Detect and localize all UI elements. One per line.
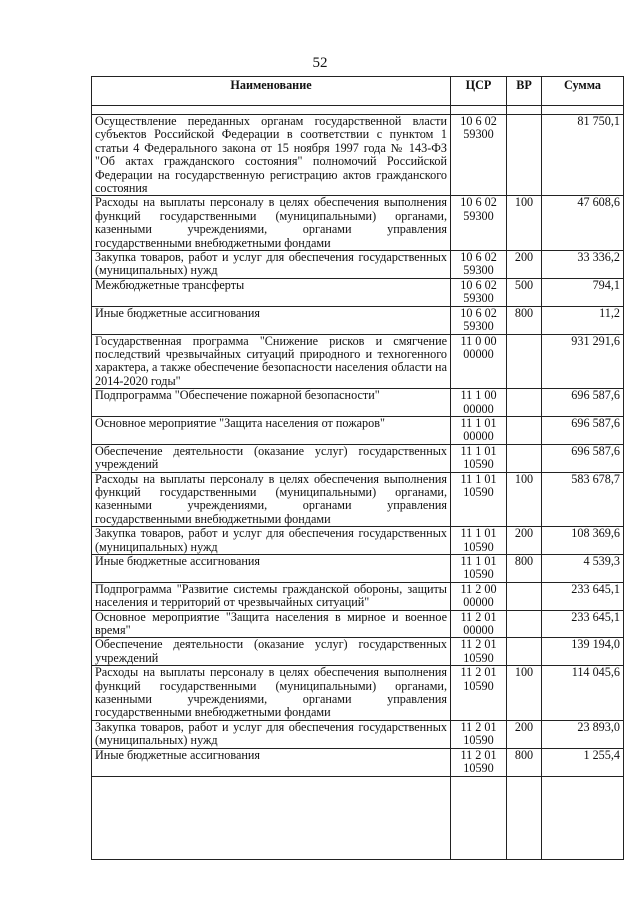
table-row xyxy=(92,444,624,472)
csr-cell: 11 1 01 10590 xyxy=(451,472,507,527)
table-row xyxy=(92,196,624,251)
table-row xyxy=(92,416,624,444)
sum-cell: 108 369,6 xyxy=(542,527,624,555)
table-row xyxy=(92,748,624,776)
vr-cell xyxy=(507,582,542,610)
budget-table xyxy=(91,76,624,860)
vr-cell: 100 xyxy=(507,666,542,721)
vr-cell xyxy=(507,444,542,472)
column-header-name: Наименование xyxy=(92,77,451,106)
name-cell: Закупка товаров, работ и услуг для обеспечения государственных (муниципальных) нужд xyxy=(92,527,451,555)
table-header-row xyxy=(92,77,624,106)
sum-cell: 23 893,0 xyxy=(542,720,624,748)
sum-cell: 114 045,6 xyxy=(542,666,624,721)
vr-cell: 200 xyxy=(507,527,542,555)
table-row xyxy=(92,389,624,417)
table-row xyxy=(92,115,624,196)
table-row xyxy=(92,278,624,306)
sum-cell: 794,1 xyxy=(542,278,624,306)
csr-cell: 11 1 00 00000 xyxy=(451,389,507,417)
vr-cell xyxy=(507,115,542,196)
column-header-sum: Сумма xyxy=(542,77,624,106)
page-number: 52 xyxy=(312,55,328,71)
sum-cell: 33 336,2 xyxy=(542,251,624,279)
table-row xyxy=(92,334,624,389)
table-body xyxy=(92,106,624,860)
name-cell: Обеспечение деятельности (оказание услуг) государственных учреждений xyxy=(92,444,451,472)
sum-cell: 11,2 xyxy=(542,306,624,334)
csr-cell: 11 2 00 00000 xyxy=(451,582,507,610)
sum-cell: 47 608,6 xyxy=(542,196,624,251)
name-cell: Расходы на выплаты персоналу в целях обеспечения выполнения функций государственными (муниципальными) органами, казенными учреждениями, органами управления государственными внебюджетными фондами xyxy=(92,472,451,527)
vr-cell: 800 xyxy=(507,748,542,776)
name-cell: Обеспечение деятельности (оказание услуг) государственных учреждений xyxy=(92,638,451,666)
vr-cell: 800 xyxy=(507,555,542,583)
table-row xyxy=(92,555,624,583)
sum-cell: 696 587,6 xyxy=(542,389,624,417)
csr-cell: 10 6 02 59300 xyxy=(451,196,507,251)
vr-cell xyxy=(507,638,542,666)
column-header-csr: ЦСР xyxy=(451,77,507,106)
csr-cell: 11 1 01 10590 xyxy=(451,527,507,555)
table-row xyxy=(92,251,624,279)
empty-cell xyxy=(451,776,507,859)
empty-row xyxy=(92,776,624,859)
csr-cell: 11 2 01 10590 xyxy=(451,666,507,721)
empty-cell xyxy=(507,776,542,859)
csr-cell: 11 2 01 00000 xyxy=(451,610,507,638)
csr-cell: 11 1 01 10590 xyxy=(451,444,507,472)
csr-cell: 11 1 01 10590 xyxy=(451,555,507,583)
sum-cell: 696 587,6 xyxy=(542,416,624,444)
vr-cell xyxy=(507,389,542,417)
vr-cell: 200 xyxy=(507,251,542,279)
name-cell: Межбюджетные трансферты xyxy=(92,278,451,306)
name-cell: Закупка товаров, работ и услуг для обеспечения государственных (муниципальных) нужд xyxy=(92,251,451,279)
sum-cell: 81 750,1 xyxy=(542,115,624,196)
table-row xyxy=(92,306,624,334)
sum-cell: 1 255,4 xyxy=(542,748,624,776)
csr-cell: 11 2 01 10590 xyxy=(451,638,507,666)
name-cell: Подпрограмма "Развитие системы гражданской обороны, защиты населения и территорий от чрезвычайных ситуаций" xyxy=(92,582,451,610)
csr-cell: 10 6 02 59300 xyxy=(451,306,507,334)
sum-cell: 139 194,0 xyxy=(542,638,624,666)
csr-cell: 11 2 01 10590 xyxy=(451,748,507,776)
table-row xyxy=(92,527,624,555)
csr-cell: 10 6 02 59300 xyxy=(451,115,507,196)
name-cell: Основное мероприятие "Защита населения в мирное и военное время" xyxy=(92,610,451,638)
csr-cell: 11 0 00 00000 xyxy=(451,334,507,389)
table-row xyxy=(92,610,624,638)
name-cell: Осуществление переданных органам государственной власти субъектов Российской Федерации в соответствии с пунктом 1 статьи 4 Федерального закона от 15 ноября 1997 года № 143-ФЗ "Об актах гражданского состояния" полномочий Российской Федерации на государственную регистрацию актов гражданского состояния xyxy=(92,115,451,196)
sum-cell: 696 587,6 xyxy=(542,444,624,472)
name-cell: Иные бюджетные ассигнования xyxy=(92,306,451,334)
table-row xyxy=(92,472,624,527)
spacer-cell xyxy=(507,106,542,115)
name-cell: Основное мероприятие "Защита населения от пожаров" xyxy=(92,416,451,444)
csr-cell: 10 6 02 59300 xyxy=(451,278,507,306)
table-row xyxy=(92,582,624,610)
vr-cell xyxy=(507,334,542,389)
name-cell: Иные бюджетные ассигнования xyxy=(92,748,451,776)
sum-cell: 931 291,6 xyxy=(542,334,624,389)
csr-cell: 11 2 01 10590 xyxy=(451,720,507,748)
csr-cell: 10 6 02 59300 xyxy=(451,251,507,279)
sum-cell: 583 678,7 xyxy=(542,472,624,527)
vr-cell: 800 xyxy=(507,306,542,334)
table-row xyxy=(92,666,624,721)
name-cell: Расходы на выплаты персоналу в целях обеспечения выполнения функций государственными (муниципальными) органами, казенными учреждениями, органами управления государственными внебюджетными фондами xyxy=(92,196,451,251)
empty-cell xyxy=(92,776,451,859)
vr-cell: 500 xyxy=(507,278,542,306)
vr-cell: 200 xyxy=(507,720,542,748)
vr-cell xyxy=(507,416,542,444)
column-header-vr: ВР xyxy=(507,77,542,106)
vr-cell: 100 xyxy=(507,196,542,251)
name-cell: Иные бюджетные ассигнования xyxy=(92,555,451,583)
sum-cell: 4 539,3 xyxy=(542,555,624,583)
name-cell: Закупка товаров, работ и услуг для обеспечения государственных (муниципальных) нужд xyxy=(92,720,451,748)
vr-cell xyxy=(507,610,542,638)
table-row xyxy=(92,638,624,666)
sum-cell: 233 645,1 xyxy=(542,582,624,610)
vr-cell: 100 xyxy=(507,472,542,527)
csr-cell: 11 1 01 00000 xyxy=(451,416,507,444)
name-cell: Государственная программа "Снижение рисков и смягчение последствий чрезвычайных ситуаций природного и техногенного характера, а также обеспечение безопасности населения области на 2014-2020 годы" xyxy=(92,334,451,389)
name-cell: Расходы на выплаты персоналу в целях обеспечения выполнения функций государственными (муниципальными) органами, казенными учреждениями, органами управления государственными внебюджетными фондами xyxy=(92,666,451,721)
empty-cell xyxy=(542,776,624,859)
name-cell: Подпрограмма "Обеспечение пожарной безопасности" xyxy=(92,389,451,417)
sum-cell: 233 645,1 xyxy=(542,610,624,638)
table-row xyxy=(92,720,624,748)
